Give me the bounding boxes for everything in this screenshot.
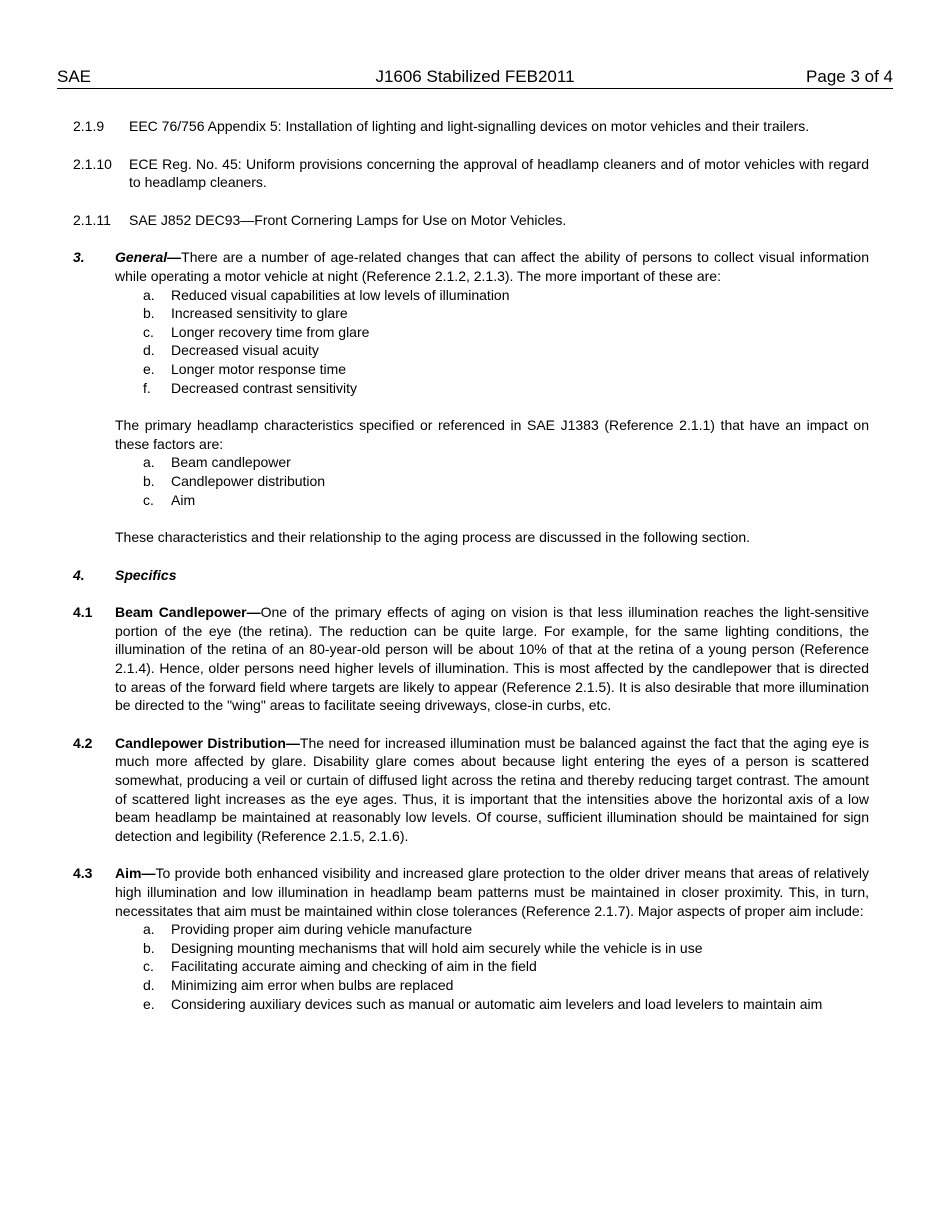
reference-number: 2.1.11 (73, 211, 111, 228)
reference-number: 2.1.9 (73, 118, 105, 134)
section-intro: There are a number of age-related changes that can affect the ability of persons to collect visual information while operating a motor vehicle at night (Reference 2.1.2, 2.1.3). The more important of these are: (115, 249, 869, 284)
reference-number: 2.1.10 (73, 155, 112, 172)
headlamp-characteristics-list (143, 453, 869, 509)
section-4-2 (73, 734, 869, 846)
list-item: d. Minimizing aim error when bulbs are replaced (143, 976, 454, 993)
list-item: b. Increased sensitivity to glare (143, 305, 348, 322)
subsection-title: Beam Candlepower— (115, 604, 261, 621)
header-document-id: J1606 Stabilized FEB2011 (375, 67, 575, 86)
list-item: f. Decreased contrast sensitivity (143, 379, 357, 396)
page-header (57, 66, 893, 89)
subsection-text: To provide both enhanced visibility and increased glare protection to the older driver means that areas of relatively high illumination and low illumination in headlamp beam patterns must be maintained in closer proximity. This, in turn, necessitates that aim must be maintained within close tolerances (Reference 2.1.7). Major aspects of proper aim include: (115, 865, 869, 919)
subsection-text: One of the primary effects of aging on vision is that less illumination reaches the light-sensitive portion of the eye (the retina). The reduction can be quite large. For example, for the same lighting conditions, the illumination of the retina of an 80-year-old person will be about 10% of that at the retina of a young person (Reference 2.1.4). Hence, older persons need higher levels of illumination. This is most affected by the candlepower that is directed to areas of the forward field where targets are likely to appear (Reference 2.1.5). It is also desirable that more illumination be directed to the "wing" areas to facilitate seeing driveways, close-in curbs, etc. (115, 604, 869, 714)
header-page-number: Page 3 of 4 (806, 67, 893, 86)
list-item: a. Providing proper aim during vehicle manufacture (143, 921, 473, 938)
subsection-number: 4.3 (73, 865, 93, 882)
section-title: General— (115, 249, 182, 266)
reference-text: ECE Reg. No. 45: Uniform provisions concerning the approval of headlamp cleaners and of motor vehicles with regard to headlamp cleaners. (129, 155, 869, 191)
section-number: 4. (73, 566, 85, 583)
list-item: b. Candlepower distribution (143, 472, 326, 489)
list-item: b. Designing mounting mechanisms that will hold aim securely while the vehicle is in use (143, 939, 703, 956)
document-body (73, 117, 869, 1013)
reference-item (73, 211, 869, 230)
list-item: c. Facilitating accurate aiming and checking of aim in the field (143, 958, 537, 975)
section-4 (73, 566, 869, 585)
subsection-title: Candlepower Distribution— (115, 734, 300, 751)
section-4-1 (73, 603, 869, 715)
section-number: 3. (73, 249, 85, 266)
reference-text: EEC 76/756 Appendix 5: Installation of lighting and light-signalling devices on motor vehicles and their trailers. (129, 118, 810, 134)
list-item: c. Aim (143, 491, 196, 508)
paragraph: The primary headlamp characteristics specified or referenced in SAE J1383 (Reference 2.1.1) that have an impact on these factors are: (115, 417, 869, 452)
list-item: e. Considering auxiliary devices such as manual or automatic aim levelers and load levelers to maintain aim (143, 995, 823, 1012)
aim-aspects-list (143, 920, 869, 1013)
subsection-title: Aim— (115, 865, 156, 882)
age-related-changes-list (143, 286, 869, 398)
list-item: e. Longer motor response time (143, 360, 347, 377)
list-item: d. Decreased visual acuity (143, 342, 319, 359)
paragraph: These characteristics and their relationship to the aging process are discussed in the following section. (115, 529, 751, 546)
list-item: a. Reduced visual capabilities at low levels of illumination (143, 286, 510, 303)
section-title: Specifics (115, 566, 177, 583)
list-item: c. Longer recovery time from glare (143, 323, 370, 340)
subsection-number: 4.1 (73, 604, 93, 621)
subsection-number: 4.2 (73, 734, 93, 751)
reference-text: SAE J852 DEC93—Front Cornering Lamps for Use on Motor Vehicles. (129, 211, 567, 228)
reference-item (73, 155, 869, 192)
list-item: a. Beam candlepower (143, 454, 291, 471)
subsection-text: The need for increased illumination must be balanced against the fact that the aging eye is much more affected by glare. Disability glare comes about because light entering the eyes of a person is scattered somewhat, producing a veil or curtain of diffused light across the retina and thereby reducing target contrast. The amount of scattered light increases as the eye ages. Thus, it is important that the intensities above the horizontal axis of a low beam headlamp be maintained at reasonably low levels. Of course, sufficient illumination should be maintained for sign detection and legibility (Reference 2.1.5, 2.1.6). (115, 734, 869, 844)
section-4-3 (73, 864, 869, 920)
reference-item (73, 117, 869, 136)
section-3 (73, 248, 869, 285)
header-organization: SAE (57, 67, 92, 86)
